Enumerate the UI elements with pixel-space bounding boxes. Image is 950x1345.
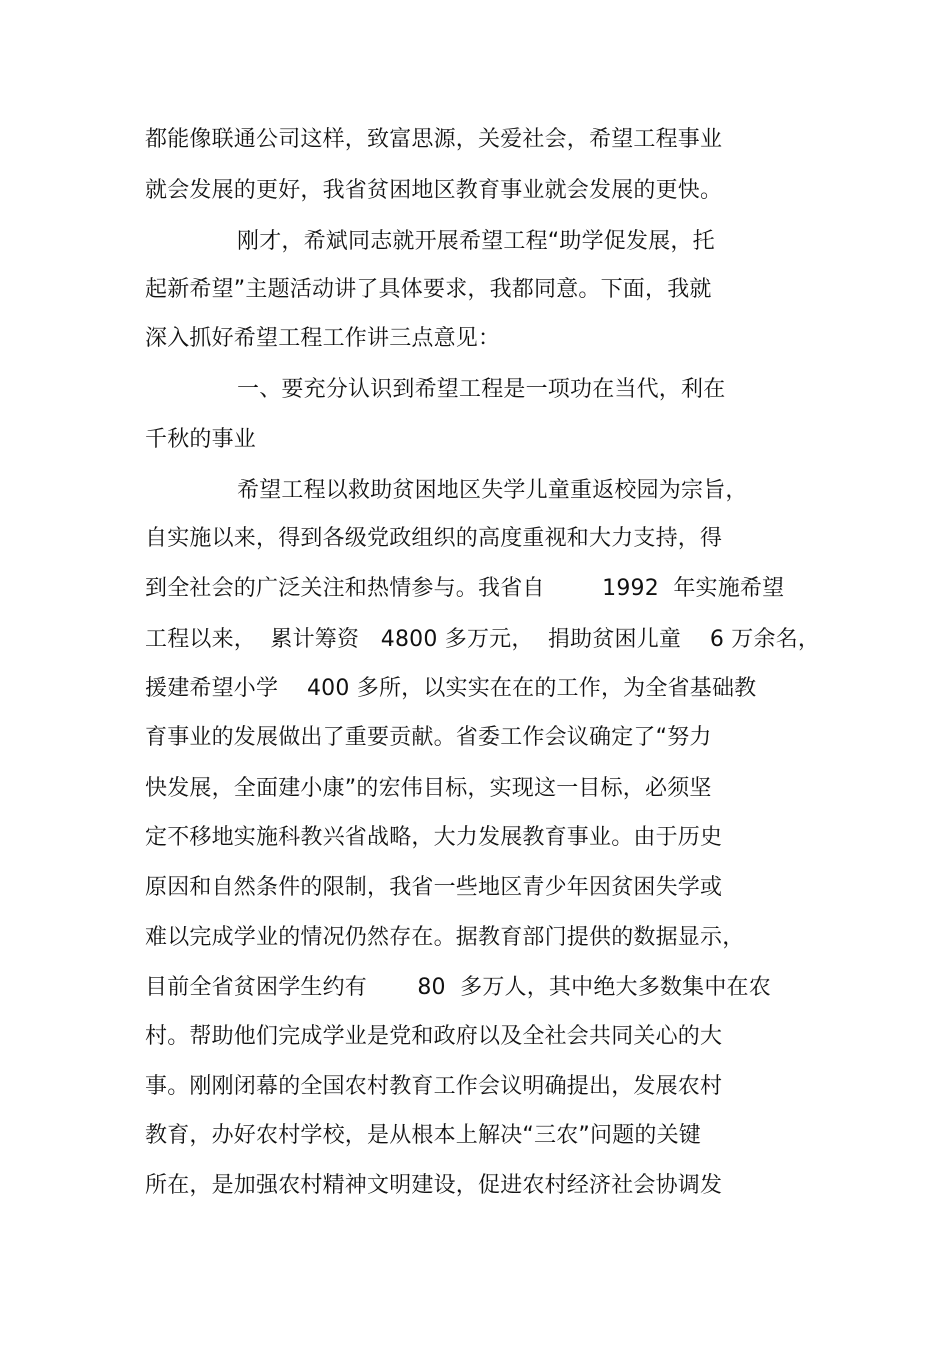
text-line: 都能像联通公司这样，致富思源，关爱社会，希望工程事业 (145, 127, 723, 152)
text-line: 育事业的发展做出了重要贡献。省委工作会议确定了“努力 (145, 725, 712, 750)
text-line: 深入抓好希望工程工作讲三点意见： (145, 326, 501, 351)
text-line: 希望工程以救助贫困地区失学儿童重返校园为宗旨， (237, 478, 748, 503)
text-line: 原因和自然条件的限制，我省一些地区青少年因贫困失学或 (145, 875, 723, 900)
text-line: 到全社会的广泛关注和热情参与。我省自 1992 年实施希望 (145, 576, 785, 601)
text-line: 村。帮助他们完成学业是党和政府以及全社会共同关心的大 (145, 1024, 723, 1049)
text-line: 刚才，希斌同志就开展希望工程“助学促发展，托 (237, 229, 715, 254)
text-line: 难以完成学业的情况仍然存在。据教育部门提供的数据显示， (145, 925, 745, 950)
section-heading: 一、要充分认识到希望工程是一项功在当代，利在 (237, 377, 726, 402)
text-line: 定不移地实施科教兴省战略，大力发展教育事业。由于历史 (145, 825, 723, 850)
text-line: 教育，办好农村学校，是从根本上解决“三农”问题的关键 (145, 1123, 701, 1148)
text-line: 援建希望小学 400 多所，以实实在在的工作，为全省基础教 (145, 676, 757, 701)
text-line: 工程以来， 累计筹资 4800 多万元， 捐助贫困儿童 6 万余名， (145, 627, 821, 652)
text-line: 所在，是加强农村精神文明建设，促进农村经济社会协调发 (145, 1173, 723, 1198)
section-heading: 千秋的事业 (145, 427, 257, 452)
text-line: 自实施以来，得到各级党政组织的高度重视和大力支持，得 (145, 526, 723, 551)
text-line: 目前全省贫困学生约有 80 多万人，其中绝大多数集中在农 (145, 975, 771, 1000)
text-line: 就会发展的更好，我省贫困地区教育事业就会发展的更快。 (145, 178, 723, 203)
text-line: 快发展，全面建小康”的宏伟目标，实现这一目标，必须坚 (145, 776, 712, 801)
text-line: 起新希望”主题活动讲了具体要求，我都同意。下面，我就 (145, 277, 712, 302)
text-line: 事。刚刚闭幕的全国农村教育工作会议明确提出，发展农村 (145, 1074, 723, 1099)
